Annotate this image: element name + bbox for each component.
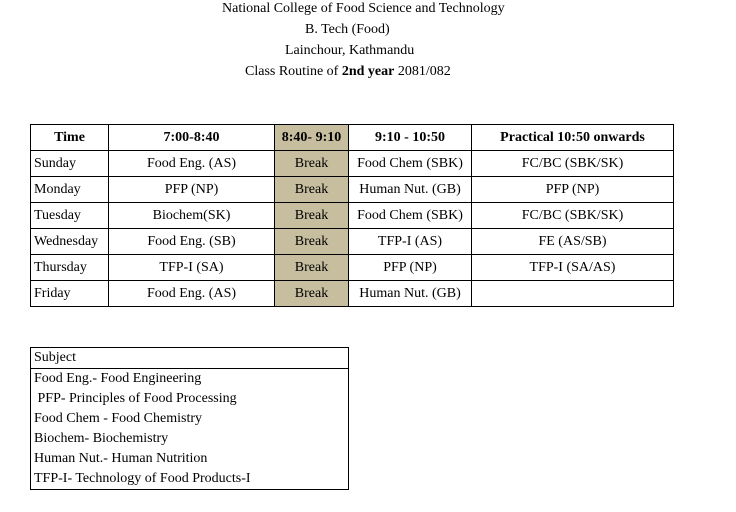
col-header-period-1: 7:00-8:40 — [109, 125, 275, 151]
legend-item: Food Chem - Food Chemistry — [31, 409, 349, 429]
period-2-cell: Human Nut. (GB) — [349, 177, 472, 203]
break-cell: Break — [275, 229, 349, 255]
routine-title-year: 2nd year — [341, 64, 395, 79]
break-cell: Break — [275, 203, 349, 229]
routine-header-row — [31, 125, 674, 151]
routine-title — [245, 64, 451, 80]
period-2-cell: TFP-I (AS) — [349, 229, 472, 255]
table-row — [31, 281, 674, 307]
col-header-practical: Practical 10:50 onwards — [472, 125, 674, 151]
break-cell: Break — [275, 281, 349, 307]
break-cell: Break — [275, 151, 349, 177]
period-1-cell: Food Eng. (AS) — [109, 281, 275, 307]
day-cell: Tuesday — [31, 203, 109, 229]
practical-cell — [472, 281, 674, 307]
practical-cell: FC/BC (SBK/SK) — [472, 203, 674, 229]
practical-cell: PFP (NP) — [472, 177, 674, 203]
table-row — [31, 229, 674, 255]
program-name: B. Tech (Food) — [305, 22, 390, 37]
day-cell: Sunday — [31, 151, 109, 177]
legend-item: Food Eng.- Food Engineering — [31, 369, 349, 390]
col-header-break: 8:40- 9:10 — [275, 125, 349, 151]
day-cell: Wednesday — [31, 229, 109, 255]
period-1-cell: TFP-I (SA) — [109, 255, 275, 281]
practical-cell: FE (AS/SB) — [472, 229, 674, 255]
legend-item: PFP- Principles of Food Processing — [31, 389, 349, 409]
college-name: National College of Food Science and Technology — [222, 1, 505, 16]
legend-title: Subject — [31, 348, 349, 369]
period-2-cell: PFP (NP) — [349, 255, 472, 281]
college-location: Lainchour, Kathmandu — [285, 43, 415, 58]
routine-title-session: 2081/082 — [394, 64, 451, 79]
period-2-cell: Food Chem (SBK) — [349, 151, 472, 177]
col-header-time: Time — [31, 125, 109, 151]
period-1-cell: Biochem(SK) — [109, 203, 275, 229]
period-2-cell: Human Nut. (GB) — [349, 281, 472, 307]
table-row — [31, 203, 674, 229]
legend-item: TFP-I- Technology of Food Products-I — [31, 469, 349, 490]
table-row — [31, 151, 674, 177]
legend-item: Biochem- Biochemistry — [31, 429, 349, 449]
day-cell: Monday — [31, 177, 109, 203]
break-cell: Break — [275, 255, 349, 281]
legend-item: Human Nut.- Human Nutrition — [31, 449, 349, 469]
table-row — [31, 177, 674, 203]
period-1-cell: Food Eng. (SB) — [109, 229, 275, 255]
table-row — [31, 255, 674, 281]
break-cell: Break — [275, 177, 349, 203]
routine-title-prefix: Class Routine of — [245, 64, 342, 79]
subject-legend-table — [30, 347, 349, 490]
day-cell: Friday — [31, 281, 109, 307]
col-header-period-2: 9:10 - 10:50 — [349, 125, 472, 151]
period-1-cell: Food Eng. (AS) — [109, 151, 275, 177]
period-1-cell: PFP (NP) — [109, 177, 275, 203]
day-cell: Thursday — [31, 255, 109, 281]
class-routine-table — [30, 124, 674, 307]
period-2-cell: Food Chem (SBK) — [349, 203, 472, 229]
practical-cell: TFP-I (SA/AS) — [472, 255, 674, 281]
practical-cell: FC/BC (SBK/SK) — [472, 151, 674, 177]
